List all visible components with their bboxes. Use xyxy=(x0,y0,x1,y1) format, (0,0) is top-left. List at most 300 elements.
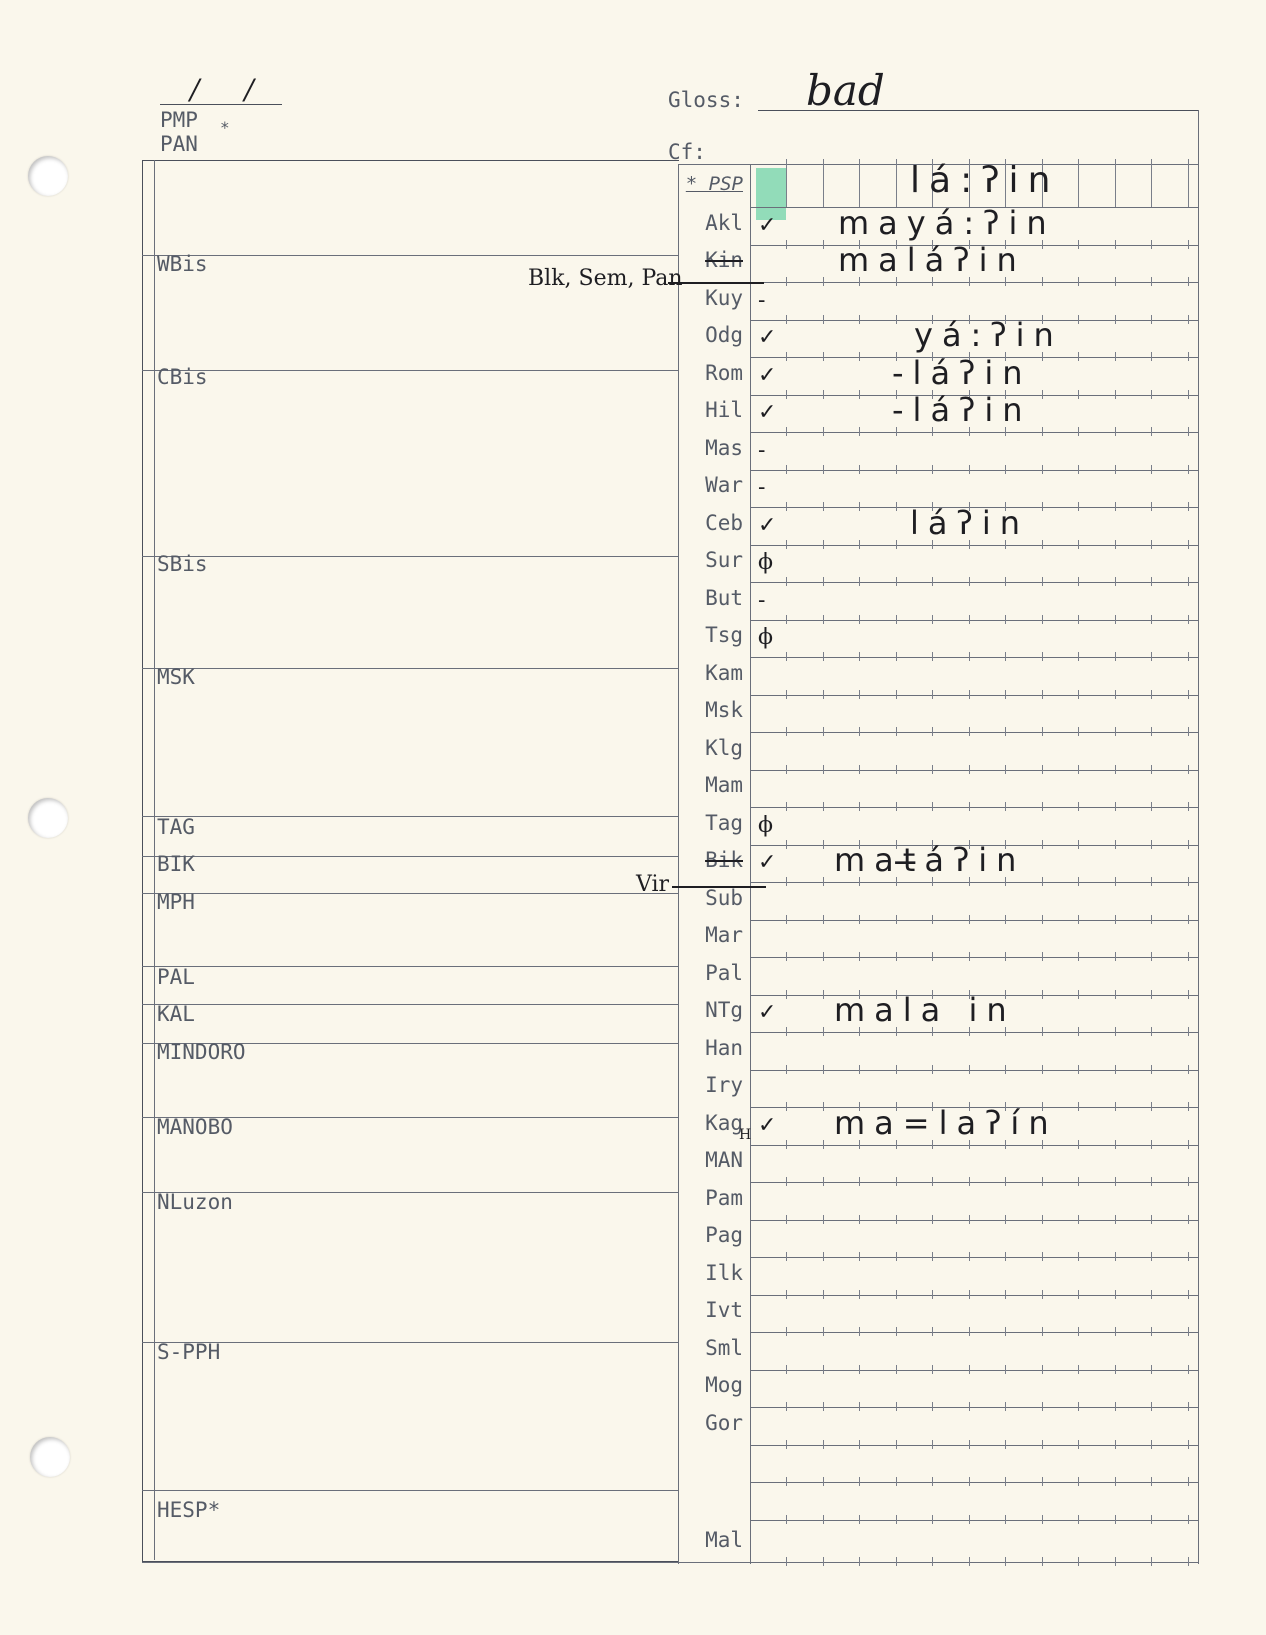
form-row-rule xyxy=(750,882,1198,883)
form-tick-mark xyxy=(896,765,897,774)
form-tick-mark xyxy=(1188,802,1189,811)
form-tick-mark xyxy=(786,352,787,361)
form-tick-mark xyxy=(1188,765,1189,774)
form-tick-mark xyxy=(823,1102,824,1111)
form-tick-mark xyxy=(1188,277,1189,286)
language-code: Pam xyxy=(705,1185,743,1210)
form-tick-mark xyxy=(1188,1477,1189,1486)
kin-annotation: Blk, Sem, Pan xyxy=(528,266,683,291)
form-tick-mark xyxy=(1042,915,1043,924)
form-tick-mark xyxy=(1078,1327,1079,1336)
form-tick-mark xyxy=(1042,577,1043,586)
form-tick-mark xyxy=(1042,540,1043,549)
language-code: Odg xyxy=(705,323,743,347)
form-tick-mark xyxy=(1078,1477,1079,1486)
form-tick-mark xyxy=(1151,615,1152,624)
form-tick-mark xyxy=(1115,1440,1116,1449)
form-tick-mark xyxy=(786,465,787,474)
language-code: Akl xyxy=(705,210,743,235)
form-tick-mark xyxy=(1078,840,1079,849)
form-tick-mark xyxy=(1042,877,1043,886)
form-tick-mark xyxy=(859,690,860,699)
form-tick-mark xyxy=(786,1515,787,1524)
bik-annotation: Vir xyxy=(636,872,670,897)
form-tick-mark xyxy=(786,1557,787,1566)
left-group-divider xyxy=(142,556,678,557)
left-group-label: BIK xyxy=(157,852,195,876)
language-code: Kag xyxy=(705,1110,743,1135)
form-row-rule xyxy=(750,770,1198,771)
form-tick-mark xyxy=(1188,1515,1189,1524)
form-tick-mark xyxy=(1115,277,1116,286)
reflex-form: -láʔin xyxy=(892,353,1032,392)
form-tick-mark xyxy=(1078,1252,1079,1261)
form-tick-mark xyxy=(1078,427,1079,436)
form-tick-mark xyxy=(823,1065,824,1074)
form-tick-mark xyxy=(896,465,897,474)
form-tick-mark xyxy=(1115,1065,1116,1074)
form-tick-mark xyxy=(786,315,787,324)
form-tick-mark xyxy=(1151,877,1152,886)
form-tick-mark xyxy=(896,915,897,924)
form-tick-mark xyxy=(823,1027,824,1036)
language-code: Hil xyxy=(705,398,743,422)
form-tick-mark xyxy=(786,990,787,999)
asterisk: * xyxy=(220,118,230,137)
form-tick-mark xyxy=(1115,952,1116,961)
form-tick-mark xyxy=(1115,1215,1116,1224)
attestation-mark: - xyxy=(758,475,766,500)
form-tick-mark xyxy=(1078,652,1079,661)
form-tick-mark xyxy=(786,952,787,961)
reflex-form: lá:ʔin xyxy=(910,160,1060,201)
form-tick-mark xyxy=(1042,802,1043,811)
form-tick-mark xyxy=(1188,1365,1189,1374)
form-tick-mark xyxy=(1078,1557,1079,1566)
form-tick-mark xyxy=(1115,1327,1116,1336)
reflex-form: -láʔin xyxy=(892,391,1032,429)
form-tick-mark xyxy=(1078,690,1079,699)
form-tick-mark xyxy=(1151,1065,1152,1074)
language-code: Sur xyxy=(705,548,743,572)
form-row-rule xyxy=(750,282,1198,283)
form-tick-mark xyxy=(969,1515,970,1524)
language-code: Ivt xyxy=(705,1298,743,1322)
form-tick-mark xyxy=(823,1177,824,1186)
form-tick-mark xyxy=(1151,502,1152,511)
form-tick-mark xyxy=(823,877,824,886)
form-tick-mark xyxy=(932,727,933,736)
form-tick-mark xyxy=(1042,390,1043,399)
form-tick-mark xyxy=(932,1327,933,1336)
form-tick-mark xyxy=(1005,465,1006,474)
form-tick-mark xyxy=(1188,1065,1189,1074)
attestation-mark: ✓ xyxy=(758,512,777,538)
form-tick-mark xyxy=(1042,690,1043,699)
form-tick-mark xyxy=(1078,465,1079,474)
left-group-label: WBis xyxy=(157,252,208,276)
form-tick-mark xyxy=(932,1215,933,1224)
language-code: Klg xyxy=(705,735,743,760)
form-tick-mark xyxy=(1042,652,1043,661)
form-tick-mark xyxy=(896,577,897,586)
form-tick-mark xyxy=(1042,1477,1043,1486)
form-tick-mark xyxy=(823,1327,824,1336)
form-tick-mark xyxy=(1005,652,1006,661)
left-group-divider xyxy=(142,1342,678,1343)
form-tick-mark xyxy=(1151,352,1152,361)
form-tick-mark xyxy=(1151,802,1152,811)
form-tick-mark xyxy=(1115,240,1116,249)
attestation-mark: ✓ xyxy=(758,362,777,388)
form-tick-mark xyxy=(823,1515,824,1524)
language-code: Mog xyxy=(705,1373,743,1397)
form-tick-mark xyxy=(932,1557,933,1566)
form-tick-mark xyxy=(786,1402,787,1411)
form-tick-mark xyxy=(786,502,787,511)
form-tick-mark xyxy=(1042,990,1043,999)
left-group-label: MSK xyxy=(157,664,195,689)
form-tick-mark xyxy=(896,952,897,961)
form-tick-mark xyxy=(823,765,824,774)
form-tick-mark xyxy=(823,1252,824,1261)
form-tick-mark xyxy=(896,540,897,549)
form-tick-mark xyxy=(969,1290,970,1299)
form-tick-mark xyxy=(1078,540,1079,549)
form-tick-mark xyxy=(859,1440,860,1449)
form-tick-mark xyxy=(786,1327,787,1336)
form-tick-mark xyxy=(1005,1215,1006,1224)
language-code: Kuy xyxy=(705,285,743,310)
form-row-rule xyxy=(750,957,1198,958)
language-code: * PSP xyxy=(685,173,743,195)
form-tick-mark xyxy=(1151,1477,1152,1486)
form-tick-mark xyxy=(1188,540,1189,549)
form-tick-mark xyxy=(823,802,824,811)
form-tick-mark xyxy=(1042,1290,1043,1299)
form-tick-mark xyxy=(1005,1177,1006,1186)
form-tick-mark xyxy=(969,1557,970,1566)
form-tick-mark xyxy=(1078,1515,1079,1524)
form-tick-mark xyxy=(1115,1290,1116,1299)
form-tick-mark xyxy=(932,690,933,699)
form-tick-mark xyxy=(1042,1065,1043,1074)
form-tick-mark xyxy=(823,952,824,961)
form-tick-mark xyxy=(859,1065,860,1074)
attestation-mark: ✓ xyxy=(758,1112,777,1138)
form-row-rule xyxy=(750,695,1198,696)
form-tick-mark xyxy=(1151,765,1152,774)
form-tick-mark xyxy=(859,1252,860,1261)
form-tick-mark xyxy=(1115,727,1116,736)
left-group-label: TAG xyxy=(157,814,195,839)
form-tick-mark xyxy=(1188,1102,1189,1111)
form-tick-mark xyxy=(1151,390,1152,399)
language-code: Mal xyxy=(705,1528,743,1552)
form-tick-mark xyxy=(1151,577,1152,586)
form-tick-mark xyxy=(823,427,824,436)
form-tick-mark xyxy=(786,615,787,624)
form-row-rule xyxy=(750,545,1198,546)
form-tick-mark xyxy=(1151,1557,1152,1566)
form-tick-mark xyxy=(1115,502,1116,511)
form-tick-mark xyxy=(1115,1402,1116,1411)
form-tick-mark xyxy=(786,1065,787,1074)
form-tick-mark xyxy=(896,1215,897,1224)
attestation-mark: - xyxy=(758,287,766,313)
form-tick-mark xyxy=(1005,1252,1006,1261)
form-tick-mark xyxy=(896,652,897,661)
form-tick-mark xyxy=(932,615,933,624)
code-column-right-rule xyxy=(750,164,751,1564)
language-code: Pal xyxy=(705,960,743,985)
form-tick-mark xyxy=(1151,465,1152,474)
form-tick-mark xyxy=(1042,952,1043,961)
form-tick-mark xyxy=(786,1027,787,1036)
left-group-label: NLuzon xyxy=(157,1189,233,1214)
left-group-divider xyxy=(142,668,678,669)
form-tick-mark xyxy=(1188,159,1189,207)
form-row-rule xyxy=(750,1445,1198,1446)
form-tick-mark xyxy=(1188,502,1189,511)
form-tick-mark xyxy=(932,1365,933,1374)
form-tick-mark xyxy=(1115,427,1116,436)
form-tick-mark xyxy=(932,1177,933,1186)
reflex-form: ma=laʔín xyxy=(834,1103,1058,1142)
form-tick-mark xyxy=(896,315,897,324)
form-tick-mark xyxy=(969,1477,970,1486)
language-code: Kam xyxy=(705,660,743,685)
cf-label: Cf: xyxy=(668,140,706,164)
form-tick-mark xyxy=(1005,1365,1006,1374)
form-tick-mark xyxy=(1188,915,1189,924)
form-tick-mark xyxy=(823,990,824,999)
punch-hole-top xyxy=(28,156,68,196)
form-tick-mark xyxy=(1115,877,1116,886)
form-tick-mark xyxy=(823,652,824,661)
form-tick-mark xyxy=(1188,877,1189,886)
form-tick-mark xyxy=(786,277,787,286)
form-tick-mark xyxy=(932,802,933,811)
form-tick-mark xyxy=(823,1440,824,1449)
form-tick-mark xyxy=(823,1365,824,1374)
form-tick-mark xyxy=(1078,915,1079,924)
form-tick-mark xyxy=(969,1440,970,1449)
form-tick-mark xyxy=(1078,277,1079,286)
form-tick-mark xyxy=(1151,1290,1152,1299)
form-tick-mark xyxy=(1115,315,1116,324)
form-tick-mark xyxy=(969,1065,970,1074)
form-tick-mark xyxy=(859,159,860,207)
form-area-right-rule xyxy=(1198,110,1199,1564)
form-tick-mark xyxy=(969,652,970,661)
form-tick-mark xyxy=(786,1477,787,1486)
form-tick-mark xyxy=(1151,1327,1152,1336)
form-tick-mark xyxy=(1188,390,1189,399)
form-tick-mark xyxy=(859,615,860,624)
form-tick-mark xyxy=(786,577,787,586)
form-tick-mark xyxy=(1151,915,1152,924)
form-tick-mark xyxy=(859,1215,860,1224)
left-group-divider xyxy=(142,370,678,371)
form-tick-mark xyxy=(1188,952,1189,961)
form-tick-mark xyxy=(1005,1402,1006,1411)
form-tick-mark xyxy=(969,727,970,736)
form-tick-mark xyxy=(932,465,933,474)
language-code: Pag xyxy=(705,1223,743,1247)
form-tick-mark xyxy=(786,1252,787,1261)
form-tick-mark xyxy=(859,465,860,474)
language-code: Kin xyxy=(705,248,743,272)
form-tick-mark xyxy=(969,765,970,774)
form-tick-mark xyxy=(1115,352,1116,361)
left-group-label: HESP* xyxy=(157,1497,221,1522)
form-tick-mark xyxy=(1115,690,1116,699)
form-tick-mark xyxy=(896,802,897,811)
attestation-mark: ✓ xyxy=(758,400,777,425)
form-tick-mark xyxy=(1042,1557,1043,1566)
form-tick-mark xyxy=(1151,277,1152,286)
language-code: Bik xyxy=(705,848,743,872)
form-tick-mark xyxy=(859,540,860,549)
form-tick-mark xyxy=(1005,915,1006,924)
form-tick-mark xyxy=(859,577,860,586)
form-tick-mark xyxy=(859,652,860,661)
form-tick-mark xyxy=(1005,690,1006,699)
reflex-form: mayá:ʔin xyxy=(838,203,1056,242)
reflex-form: mat̶áʔin xyxy=(834,841,1026,879)
date-underline xyxy=(160,104,282,105)
form-tick-mark xyxy=(1115,1140,1116,1149)
form-tick-mark xyxy=(932,915,933,924)
form-tick-mark xyxy=(1078,727,1079,736)
form-tick-mark xyxy=(1188,1215,1189,1224)
form-tick-mark xyxy=(932,1065,933,1074)
form-tick-mark xyxy=(1151,1402,1152,1411)
form-tick-mark xyxy=(1151,840,1152,849)
form-tick-mark xyxy=(786,727,787,736)
form-tick-mark xyxy=(1042,727,1043,736)
form-tick-mark xyxy=(859,390,860,399)
form-tick-mark xyxy=(1151,1140,1152,1149)
language-code: Gor xyxy=(705,1410,743,1435)
form-tick-mark xyxy=(1078,159,1079,207)
form-tick-mark xyxy=(1151,690,1152,699)
form-tick-mark xyxy=(823,502,824,511)
form-tick-mark xyxy=(969,915,970,924)
left-group-divider xyxy=(142,893,678,894)
gloss-value: bad xyxy=(806,66,885,115)
language-code: Msk xyxy=(705,698,743,722)
form-tick-mark xyxy=(859,1557,860,1566)
form-tick-mark xyxy=(932,1440,933,1449)
form-tick-mark xyxy=(823,390,824,399)
form-tick-mark xyxy=(823,727,824,736)
form-tick-mark xyxy=(1005,1515,1006,1524)
form-row-rule xyxy=(750,1145,1198,1146)
form-tick-mark xyxy=(786,1365,787,1374)
attestation-mark: - xyxy=(758,587,766,613)
form-row-rule xyxy=(750,807,1198,808)
language-code: Mam xyxy=(705,773,743,797)
form-tick-mark xyxy=(932,652,933,661)
form-tick-mark xyxy=(1151,1252,1152,1261)
form-tick-mark xyxy=(1078,1177,1079,1186)
form-tick-mark xyxy=(823,277,824,286)
form-tick-mark xyxy=(859,502,860,511)
form-tick-mark xyxy=(1188,690,1189,699)
form-row-rule xyxy=(750,470,1198,471)
form-tick-mark xyxy=(823,352,824,361)
form-tick-mark xyxy=(1115,1365,1116,1374)
language-code: Mas xyxy=(705,435,743,460)
form-tick-mark xyxy=(786,240,787,249)
form-tick-mark xyxy=(1042,765,1043,774)
kin-annotation-line xyxy=(668,282,764,284)
form-tick-mark xyxy=(896,1065,897,1074)
form-tick-mark xyxy=(1188,990,1189,999)
form-tick-mark xyxy=(896,1327,897,1336)
form-tick-mark xyxy=(969,952,970,961)
form-tick-mark xyxy=(1115,1557,1116,1566)
form-tick-mark xyxy=(1115,765,1116,774)
form-tick-mark xyxy=(896,1515,897,1524)
punch-hole-middle xyxy=(28,798,68,838)
form-tick-mark xyxy=(859,1365,860,1374)
form-tick-mark xyxy=(1188,1557,1189,1566)
form-tick-mark xyxy=(1078,502,1079,511)
language-code: Sub xyxy=(705,885,743,910)
form-tick-mark xyxy=(896,615,897,624)
form-tick-mark xyxy=(1115,1252,1116,1261)
form-tick-mark xyxy=(1151,990,1152,999)
form-tick-mark xyxy=(823,915,824,924)
form-tick-mark xyxy=(786,765,787,774)
left-group-divider xyxy=(142,856,678,857)
form-tick-mark xyxy=(932,577,933,586)
form-tick-mark xyxy=(969,615,970,624)
form-tick-mark xyxy=(1042,1327,1043,1336)
form-tick-mark xyxy=(1151,652,1152,661)
form-tick-mark xyxy=(1005,1327,1006,1336)
language-code: Tsg xyxy=(705,623,743,647)
form-tick-mark xyxy=(1005,1557,1006,1566)
form-tick-mark xyxy=(1042,1515,1043,1524)
form-tick-mark xyxy=(896,159,897,207)
form-row-rule xyxy=(750,1482,1198,1483)
form-tick-mark xyxy=(969,1177,970,1186)
form-tick-mark xyxy=(823,1477,824,1486)
form-tick-mark xyxy=(859,727,860,736)
form-tick-mark xyxy=(896,1557,897,1566)
date-marks: / / xyxy=(190,73,272,106)
form-tick-mark xyxy=(969,577,970,586)
form-tick-mark xyxy=(823,1402,824,1411)
form-tick-mark xyxy=(859,1177,860,1186)
attestation-mark: ✓ xyxy=(758,850,777,875)
form-tick-mark xyxy=(1078,877,1079,886)
form-tick-mark xyxy=(859,1327,860,1336)
form-tick-mark xyxy=(1042,502,1043,511)
pan-label: PAN xyxy=(160,132,198,156)
form-tick-mark xyxy=(969,1215,970,1224)
form-tick-mark xyxy=(1151,727,1152,736)
form-tick-mark xyxy=(932,1252,933,1261)
form-tick-mark xyxy=(1005,1065,1006,1074)
left-group-label: PAL xyxy=(157,964,195,989)
form-tick-mark xyxy=(896,1402,897,1411)
form-tick-mark xyxy=(1151,540,1152,549)
